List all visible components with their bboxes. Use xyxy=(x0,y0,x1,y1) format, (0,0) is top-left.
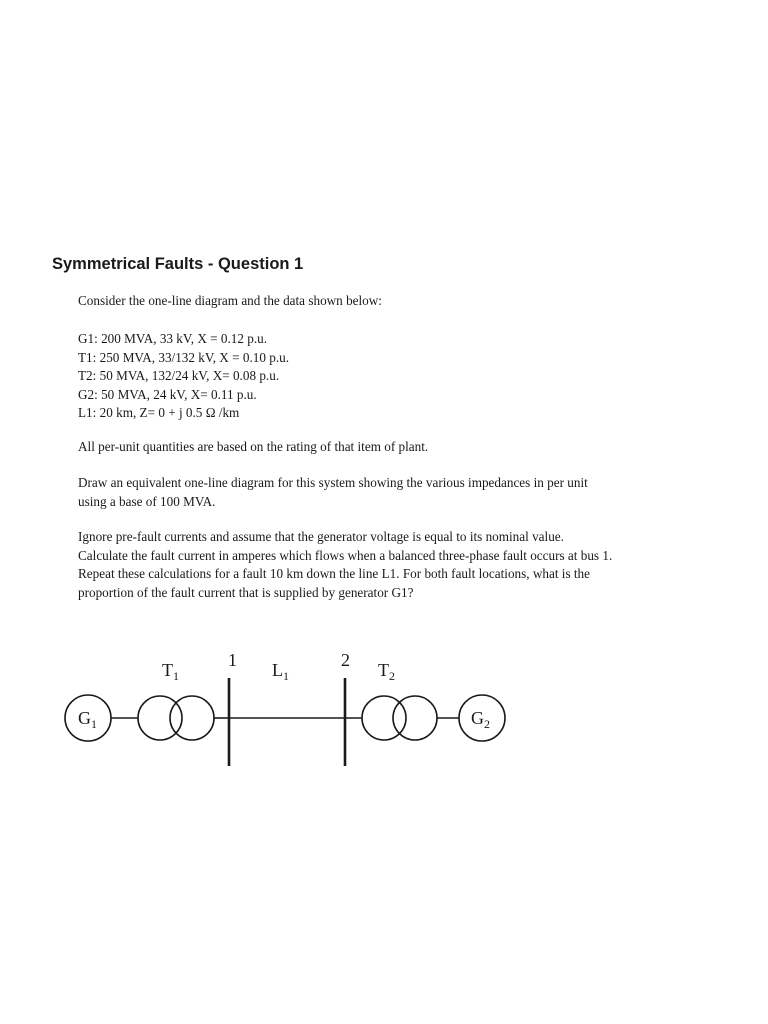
g1-label: $G_1$ xyxy=(78,708,97,731)
g2-label: $G_2$ xyxy=(471,708,490,731)
t2-label: $T_2$ xyxy=(378,660,395,683)
plant-data-list xyxy=(78,330,698,423)
data-item-t2: T2: 50 MVA, 132/24 kV, X= 0.08 p.u. xyxy=(78,368,280,384)
bus-2-label: 2 xyxy=(341,650,350,670)
data-item-t1: T1: 250 MVA, 33/132 kV, X = 0.10 p.u. xyxy=(78,349,290,365)
task-paragraph xyxy=(78,474,698,511)
calc-line: Calculate the fault current in amperes which flows when a balanced three-phase fault occurs at bus 1. xyxy=(78,547,613,563)
data-item-l1: L1: 20 km, Z= 0 + j 0.5 Ω /km xyxy=(78,405,240,421)
transformer-t2-winding xyxy=(393,696,437,740)
intro-text: Consider the one-line diagram and the data shown below: xyxy=(78,293,382,308)
task-line: using a base of 100 MVA. xyxy=(78,493,216,509)
calc-line: Ignore pre-fault currents and assume that the generator voltage is equal to its nominal value. xyxy=(78,529,564,544)
bus-1-label: 1 xyxy=(228,650,237,670)
per-unit-note: All per-unit quantities are based on the rating of that item of plant. xyxy=(78,439,429,454)
question-title: Symmetrical Faults - Question 1 xyxy=(52,255,304,273)
calc-line: proportion of the fault current that is supplied by generator G1? xyxy=(78,584,414,600)
one-line-diagram xyxy=(0,640,768,780)
calculation-paragraph xyxy=(78,528,698,602)
transformer-t1-winding xyxy=(170,696,214,740)
calc-line: Repeat these calculations for a fault 10 km down the line L1. For both fault locations, what is the xyxy=(78,566,590,582)
data-item-g2: G2: 50 MVA, 24 kV, X= 0.11 p.u. xyxy=(78,386,257,402)
t1-label: $T_1$ xyxy=(162,660,179,683)
data-item-g1: G1: 200 MVA, 33 kV, X = 0.12 p.u. xyxy=(78,331,268,346)
task-line: Draw an equivalent one-line diagram for this system showing the various impedances in per unit xyxy=(78,475,588,490)
l1-label: $L_1$ xyxy=(272,660,289,683)
